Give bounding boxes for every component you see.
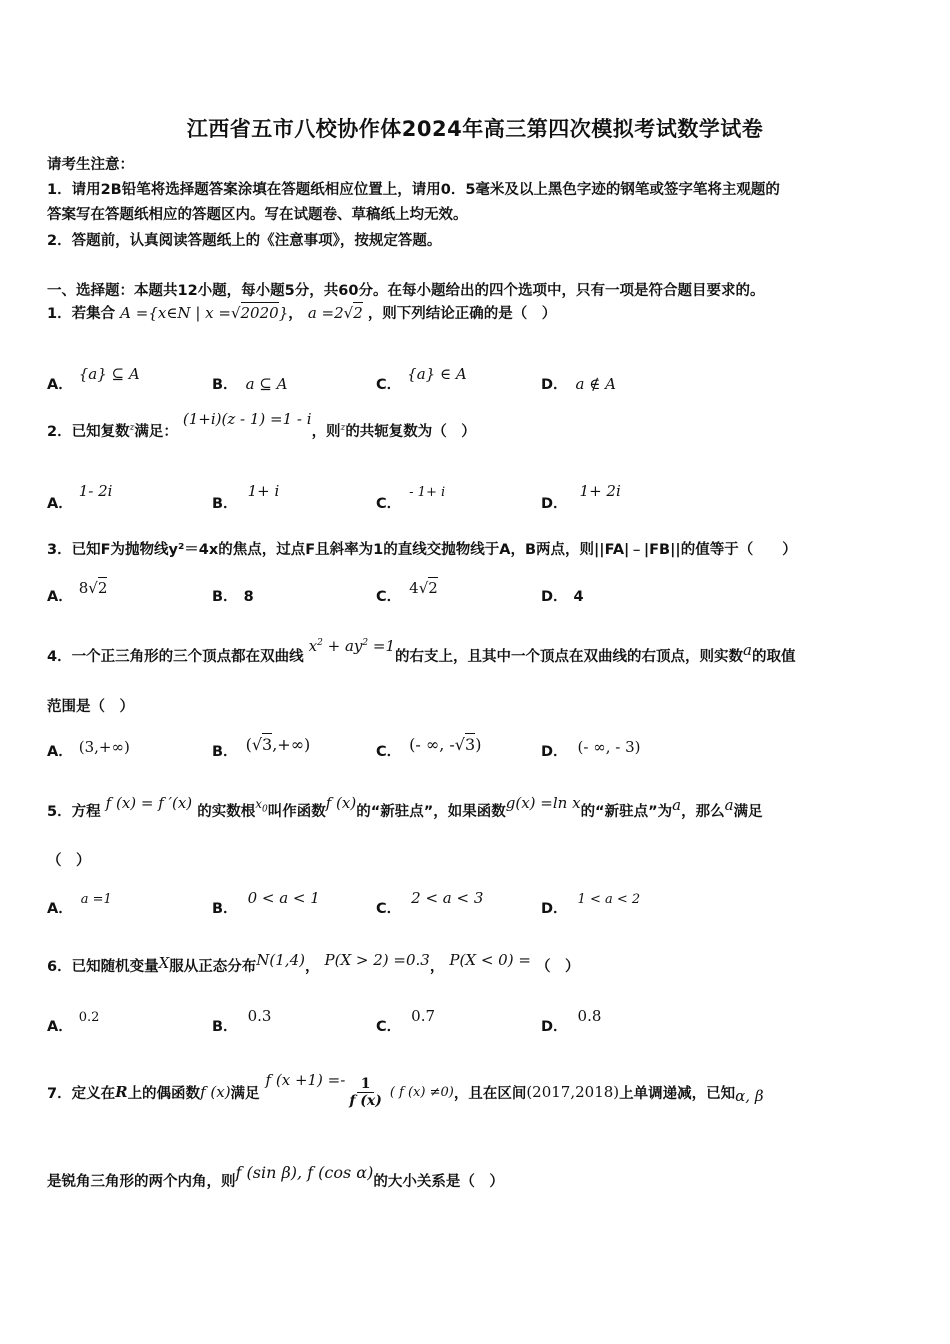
q2-option-c[interactable]: C．- 1+ i	[376, 485, 446, 512]
q4-option-d[interactable]: D． (- ∞, - 3)	[541, 738, 641, 760]
q2-option-d[interactable]: D．1+ 2i	[541, 482, 621, 512]
question-7: 7．定义在 R 上的偶函数 f (x) 满足 f (x +1) =- $\frac{1}{f (x)}$ ( f (x) ≠0) ，且在区间 (2017,2018) 上单调递减，已知 α, β	[47, 1071, 764, 1109]
q6-option-a[interactable]: A．0.2	[47, 1010, 100, 1035]
q4-option-a[interactable]: A． (3,+∞)	[47, 738, 130, 760]
q5-option-c[interactable]: C．2 < a < 3	[376, 889, 484, 917]
q1-suffix: ，则下列结论正确的是（ ）	[367, 306, 557, 322]
question-3: 3．已知F为抛物线y²＝4x的焦点，过点F且斜率为1的直线交抛物线于A，B两点，则||FA|﹣|FB||的值等于（ ）	[47, 542, 797, 558]
q5-option-a[interactable]: A．a =1	[47, 892, 112, 917]
q3-option-a[interactable]: A． 8√2	[47, 579, 108, 605]
q7-line2: 是锐角三角形的两个内角，则 f (sin β), f (cos α) 的大小关系是（ ）	[47, 1162, 504, 1190]
question-4: 4．一个正三角形的三个顶点都在双曲线 $x^2 + ay^2 =1$的右支上，且其中一个顶点在双曲线的右顶点，则实数a的取值	[47, 637, 796, 665]
q1-prefix: 1．若集合	[47, 306, 116, 322]
q1-option-a[interactable]: A．{a} ⊆ A	[47, 365, 140, 393]
q4-hyperbola: $x^2 + ay^2 =1$	[308, 637, 396, 655]
question-2: 2．已知复数$^z$满足： (1+i)(z - 1) =1 - i，则$^z$的共轭复数为（ ）	[47, 410, 476, 440]
q5-option-b[interactable]: B．0 < a < 1	[212, 889, 320, 917]
q2-equation: (1+i)(z - 1) =1 - i	[182, 410, 312, 428]
q4-option-c[interactable]: C． (- ∞, -√3)	[376, 735, 482, 760]
q3-option-b[interactable]: B． 8	[212, 589, 254, 605]
q3-option-c[interactable]: C． 4√2	[376, 579, 438, 605]
q6-option-d[interactable]: D．0.8	[541, 1007, 602, 1035]
notice-heading: 请考生注意：	[47, 157, 134, 173]
q6-option-c[interactable]: C．0.7	[376, 1007, 436, 1035]
q3-option-d[interactable]: D． 4	[541, 589, 584, 605]
question-6: 6．已知随机变量X服从正态分布N(1,4)， P(X > 2) =0.3， P(X < 0) = （ ）	[47, 951, 580, 975]
q5-line2: （ ）	[47, 853, 91, 869]
q1-option-d[interactable]: D． a ∉ A	[541, 375, 616, 393]
q7-fraction: $\frac{1}{f (x)}$	[349, 1075, 382, 1109]
q1-a-value: a =2√2	[307, 304, 363, 322]
question-5: 5．方程 f (x) = f ′(x) 的实数根$^{x_0}$叫作函数f (x)的“新驻点”，如果函数g(x) =ln x的“新驻点”为a，那么a满足	[47, 794, 763, 820]
q1-option-b[interactable]: B． a ⊆ A	[212, 375, 288, 393]
q6-option-b[interactable]: B．0.3	[212, 1007, 272, 1035]
section-header: 一、选择题：本题共12小题，每小题5分，共60分。在每小题给出的四个选项中，只有一项是符合题目要求的。	[47, 283, 765, 299]
notice-item1-line2: 答案写在答题纸相应的答题区内。写在试题卷、草稿纸上均无效。	[47, 207, 468, 223]
q2-option-b[interactable]: B．1+ i	[212, 482, 280, 512]
q4-option-b[interactable]: B． (√3,+∞)	[212, 735, 311, 760]
question-1: 1．若集合 A ={x∈N | x =√2020}， a =2√2 ，则下列结论正确的是（ ）	[47, 304, 557, 322]
notice-item1-line1: 1．请用2B铅笔将选择题答案涂填在答题纸相应位置上，请用0．5毫米及以上黑色字迹的钢笔或签字笔将主观题的	[47, 182, 780, 198]
q5-option-d[interactable]: D．1 < a < 2	[541, 892, 641, 917]
q1-set: A ={x∈N | x =√2020}	[120, 304, 289, 322]
q2-option-a[interactable]: A．1- 2i	[47, 482, 113, 512]
q4-line2: 范围是（ ）	[47, 699, 134, 715]
exam-title: 江西省五市八校协作体2024年高三第四次模拟考试数学试卷	[186, 117, 764, 141]
q1-option-c[interactable]: C．{a} ∈ A	[376, 365, 467, 393]
notice-item2: 2．答题前，认真阅读答题纸上的《注意事项》，按规定答题。	[47, 233, 442, 249]
